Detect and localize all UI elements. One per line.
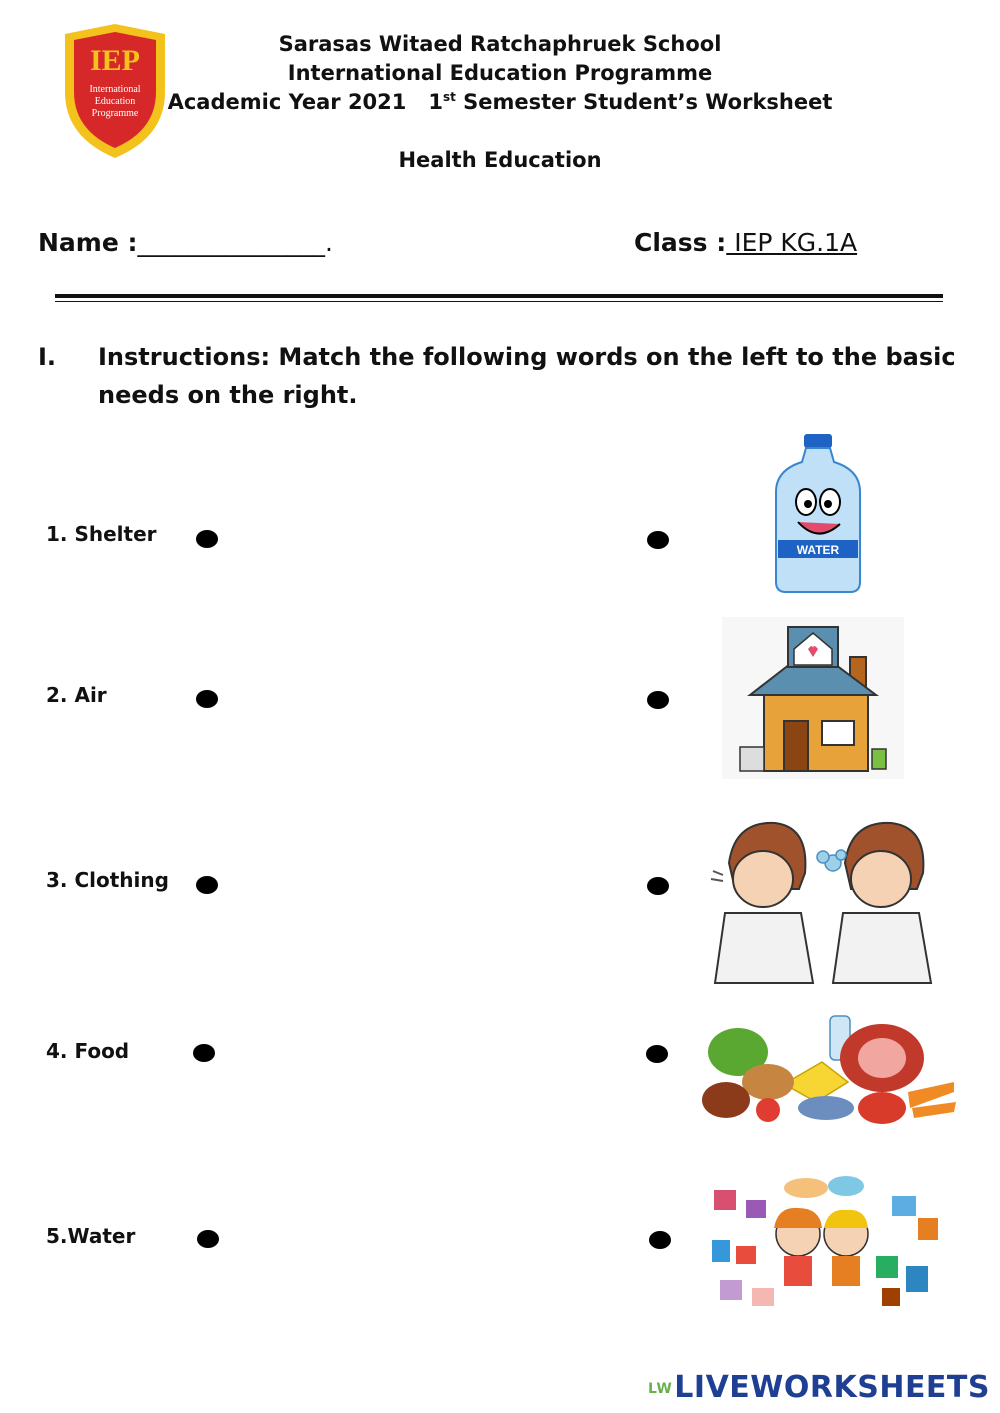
house-icon: [722, 617, 904, 779]
left-dot-1[interactable]: [196, 530, 218, 548]
food-pile-icon: [698, 1012, 960, 1132]
item-label-clothing: 3. Clothing: [46, 868, 169, 892]
svg-text:Education: Education: [94, 96, 136, 107]
clothing-children-icon: [706, 1170, 944, 1320]
name-value: _______________.: [137, 228, 333, 257]
picture-air: [705, 793, 945, 985]
left-dot-2[interactable]: [196, 690, 218, 708]
breathing-children-icon: [705, 793, 945, 985]
picture-food: [698, 1012, 960, 1132]
svg-text:IEP: IEP: [89, 44, 141, 77]
picture-clothing: [706, 1170, 944, 1320]
item-label-shelter: 1. Shelter: [46, 522, 157, 546]
instruction-number: I.: [38, 343, 57, 371]
picture-house: [722, 617, 904, 779]
programme-name: International Education Programme: [287, 61, 713, 85]
school-name: Sarasas Witaed Ratchaphruek School: [278, 32, 722, 56]
instruction-text: [98, 338, 958, 414]
name-label: Name :: [38, 228, 138, 257]
academic-year: Academic Year 2021: [167, 90, 407, 114]
picture-water-bottle: [768, 432, 868, 597]
right-dot-3[interactable]: [647, 877, 669, 895]
brand-mark: LW: [648, 1380, 673, 1397]
semester-ordinal: st: [442, 90, 456, 104]
semester-number: 1: [428, 90, 443, 114]
water-bottle-icon: [768, 432, 868, 597]
svg-text:WATER: WATER: [796, 543, 840, 557]
name-field[interactable]: [38, 228, 333, 257]
class-label: Class :: [634, 228, 727, 257]
brand-name: LIVEWORKSHEETS: [674, 1370, 990, 1405]
left-dot-4[interactable]: [193, 1044, 215, 1062]
subject-title: Health Education: [398, 148, 602, 172]
right-dot-2[interactable]: [647, 691, 669, 709]
liveworksheets-logo: [648, 1370, 990, 1405]
right-dot-1[interactable]: [647, 531, 669, 549]
svg-text:International: International: [89, 84, 141, 95]
item-label-air: 2. Air: [46, 683, 107, 707]
instruction-line-1: Instructions: Match the following words on the left to the basic: [98, 343, 956, 371]
item-label-food: 4. Food: [46, 1039, 130, 1063]
class-field: [634, 228, 857, 257]
left-dot-3[interactable]: [196, 876, 218, 894]
right-dot-5[interactable]: [649, 1231, 671, 1249]
divider: [55, 294, 943, 298]
divider-thin: [55, 301, 943, 302]
right-dot-4[interactable]: [646, 1045, 668, 1063]
item-label-water: 5.Water: [46, 1224, 136, 1248]
svg-text:Programme: Programme: [91, 108, 139, 119]
class-value: IEP KG.1A: [726, 228, 858, 257]
left-dot-5[interactable]: [197, 1230, 219, 1248]
academic-line: [0, 90, 1000, 114]
semester-title: Semester Student’s Worksheet: [463, 90, 833, 114]
instruction-line-2: needs on the right.: [98, 381, 358, 409]
